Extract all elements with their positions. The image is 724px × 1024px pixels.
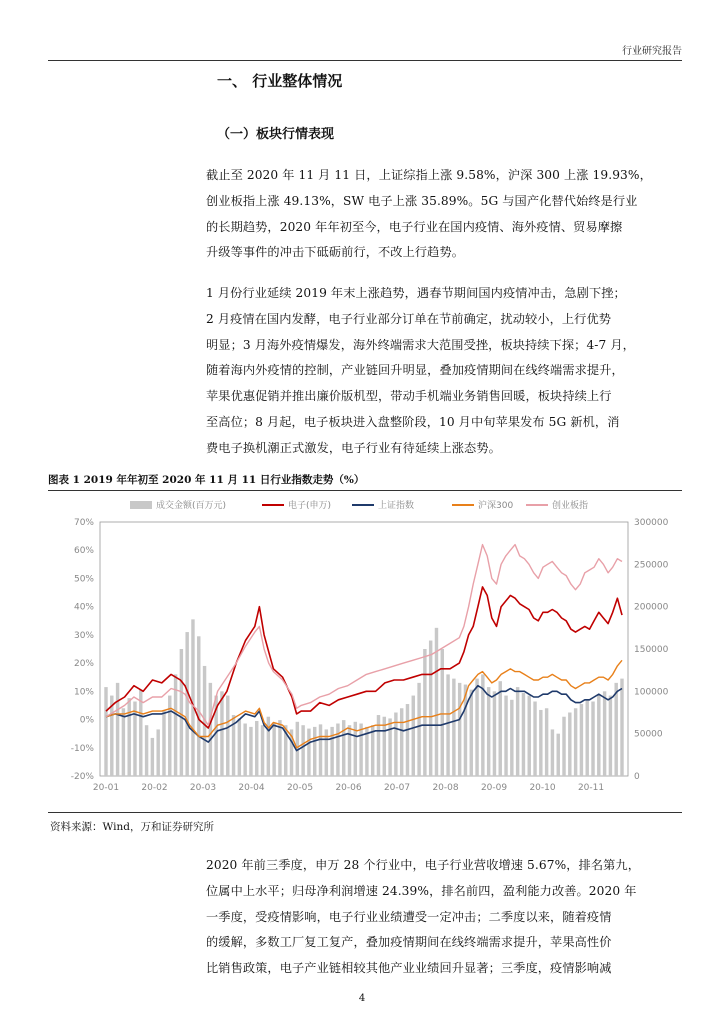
figure-source: 资料来源：Wind，万和证券研究所 (50, 821, 214, 833)
figure-top-rule (48, 490, 682, 491)
paragraph-line: 一季度，受疫情影响，电子行业业绩遭受一定冲击；二季度以来，随着疫情 (206, 909, 612, 924)
volume-bar (487, 687, 490, 776)
figure-caption: 图表 1 2019 年年初至 2020 年 11 月 11 日行业指数走势（%） (48, 474, 365, 486)
volume-bar (209, 683, 212, 776)
volume-bar (162, 710, 165, 776)
volume-bar (522, 693, 525, 776)
volume-bar (191, 619, 194, 776)
x-tick-label: 20-05 (286, 783, 314, 793)
volume-bar (568, 713, 571, 777)
y-left-tick-label: -20% (70, 772, 94, 782)
y-left-tick-label: 10% (73, 687, 94, 698)
x-tick-label: 20-09 (480, 783, 508, 793)
volume-bar (475, 679, 478, 776)
volume-bar (342, 720, 345, 776)
header-tag: 行业研究报告 (622, 46, 682, 57)
y-left-tick-label: 50% (73, 574, 94, 585)
volume-bar (499, 681, 502, 776)
volume-bar (614, 683, 617, 776)
series-line (106, 686, 622, 751)
x-tick-label: 20-08 (432, 783, 459, 793)
legend-label: 电子(申万) (288, 501, 332, 511)
volume-bar (406, 704, 409, 776)
x-tick-label: 20-01 (92, 783, 120, 793)
volume-bar (156, 729, 159, 776)
volume-bar (185, 632, 188, 776)
volume-bar (400, 708, 403, 776)
volume-bar (412, 696, 415, 776)
volume-bar (377, 715, 380, 776)
y-left-tick-label: 30% (73, 630, 94, 641)
volume-bar (609, 696, 612, 776)
volume-bar (470, 690, 473, 776)
legend-label: 创业板指 (552, 501, 589, 511)
x-tick-label: 20-11 (577, 783, 605, 793)
paragraph-line: 费电子换机潮正式激发，电子行业有待延续上涨态势。 (206, 440, 501, 455)
volume-bar (243, 724, 246, 776)
x-tick-label: 20-06 (335, 783, 362, 793)
series-line (106, 545, 622, 726)
volume-bar (562, 717, 565, 776)
paragraph-line: 2 月疫情在国内发酵，电子行业部分订单在节前确定，扰动较小，上行优势 (206, 311, 612, 326)
volume-bar (429, 641, 432, 776)
volume-bar (510, 700, 513, 776)
volume-bar (272, 724, 275, 776)
paragraph-1 (206, 163, 684, 266)
volume-bar (255, 721, 258, 776)
volume-bar (551, 729, 554, 776)
y-right-tick-label: 50000 (634, 729, 663, 740)
volume-bar (580, 704, 583, 776)
volume-bar (388, 718, 391, 776)
x-tick-label: 20-03 (189, 783, 217, 793)
paragraph-line: 的缓解，多数工厂复工复产，叠加疫情期间在线终端需求提升，苹果高性价 (206, 935, 612, 950)
paragraph-line: 至高位；8 月起，电子板块进入盘整阶段，10 月中旬苹果发布 5G 新机，消 (206, 414, 620, 429)
plot-frame (100, 522, 628, 776)
figure-source-rule (48, 812, 682, 813)
y-left-tick-label: -10% (70, 743, 94, 754)
y-right-tick-label: 200000 (634, 602, 669, 613)
volume-bar (301, 725, 304, 776)
paragraph-line: 截止至 2020 年 11 月 11 日，上证综指上涨 9.58%，沪深 300 上涨 19.93%， (206, 168, 652, 182)
volume-bar (597, 696, 600, 776)
volume-bar (493, 691, 496, 776)
volume-bar (504, 696, 507, 776)
x-tick-label: 20-04 (238, 783, 265, 793)
paragraph-line: 2020 年前三季度，申万 28 个行业中，电子行业营收增速 5.67%，排名第九， (206, 858, 640, 872)
y-right-tick-label: 250000 (634, 560, 669, 571)
volume-bar (197, 636, 200, 776)
x-tick-label: 20-10 (529, 783, 556, 793)
paragraph-line: 明显；3 月海外疫情爆发，海外终端需求大范围受挫，板块持续下探；4-7 月， (206, 337, 635, 352)
volume-bar (116, 683, 119, 776)
volume-bar (104, 687, 107, 776)
volume-bar (603, 691, 606, 776)
volume-bar (620, 679, 623, 776)
volume-bar (446, 674, 449, 776)
page-number: 4 (358, 993, 366, 1004)
x-tick-label: 20-07 (383, 783, 411, 793)
volume-bar (145, 725, 148, 776)
volume-bar (528, 696, 531, 776)
volume-bar (330, 727, 333, 776)
volume-bar (417, 683, 420, 776)
volume-bar (336, 724, 339, 776)
paragraph-line: 随着海内外疫情的控制，产业链回升明显，叠加疫情期间在线终端需求提升， (206, 363, 624, 378)
volume-bar (122, 708, 125, 776)
volume-bar (226, 696, 229, 776)
paragraph-line: 升级等事件的冲击下砥砺前行，不改上行趋势。 (206, 245, 465, 260)
volume-bar (574, 708, 577, 776)
volume-bar (319, 724, 322, 776)
volume-bar (516, 687, 519, 776)
volume-bar (180, 649, 183, 776)
volume-bar (585, 700, 588, 776)
paragraph-2 (206, 281, 684, 462)
volume-bar (278, 720, 281, 776)
y-right-tick-label: 150000 (634, 645, 669, 655)
subsection-title: （一）板块行情表现 (217, 127, 335, 142)
y-right-tick-label: 100000 (634, 687, 669, 698)
y-right-tick-label: 0 (634, 772, 640, 782)
volume-bar (348, 725, 351, 776)
legend-label: 成交金额(百万元) (156, 501, 227, 511)
y-right-tick-label: 300000 (634, 518, 669, 528)
paragraph-line: 创业板指上涨 49.13%，SW 电子上涨 35.89%。5G 与国产化替代始终是行业 (206, 193, 638, 208)
volume-bar (127, 698, 130, 776)
volume-bar (545, 708, 548, 776)
volume-bar (307, 729, 310, 776)
paragraph-line: 苹果优惠促销并推出廉价版机型，带动手机端业务销售回暖，板块持续上行 (206, 389, 612, 404)
volume-bar (452, 679, 455, 776)
volume-bar (261, 725, 264, 776)
section-title: 一、 行业整体情况 (217, 72, 343, 90)
legend-label: 上证指数 (378, 501, 415, 511)
paragraph-3 (206, 853, 684, 982)
legend-swatch (130, 501, 152, 509)
legend-label: 沪深300 (478, 501, 514, 511)
y-left-tick-label: 60% (73, 546, 94, 557)
volume-bar (313, 727, 316, 776)
volume-bar (533, 701, 536, 776)
volume-bar (539, 710, 542, 776)
volume-bar (151, 738, 154, 776)
x-tick-label: 20-02 (141, 783, 168, 793)
volume-bar (557, 734, 560, 776)
y-left-tick-label: 20% (73, 659, 94, 670)
series-line (106, 587, 622, 728)
paragraph-line: 位属中上水平；归母净利润增速 24.39%，排名前四，盈利能力改善。2020 年 (206, 883, 637, 898)
volume-bar (458, 683, 461, 776)
paragraph-line: 比销售政策，电子产业链相较其他产业业绩回升显著；三季度，疫情影响减 (206, 961, 612, 976)
index-trend-chart (48, 492, 682, 812)
y-left-tick-label: 40% (73, 602, 94, 613)
volume-bar (423, 649, 426, 776)
paragraph-line: 1 月份行业延续 2019 年末上涨趋势，遇春节期间国内疫情冲击，急剧下挫； (206, 286, 626, 300)
y-left-tick-label: 70% (73, 518, 94, 528)
header-rule (48, 60, 682, 61)
volume-bar (220, 691, 223, 776)
volume-bar (133, 701, 136, 776)
volume-bar (249, 727, 252, 776)
volume-bar (359, 724, 362, 776)
paragraph-line: 的长期趋势，2020 年年初至今，电子行业在国内疫情、海外疫情、贸易摩擦 (206, 219, 623, 234)
volume-bar (591, 701, 594, 776)
y-left-tick-label: 0% (79, 715, 94, 726)
volume-bar (238, 718, 241, 776)
